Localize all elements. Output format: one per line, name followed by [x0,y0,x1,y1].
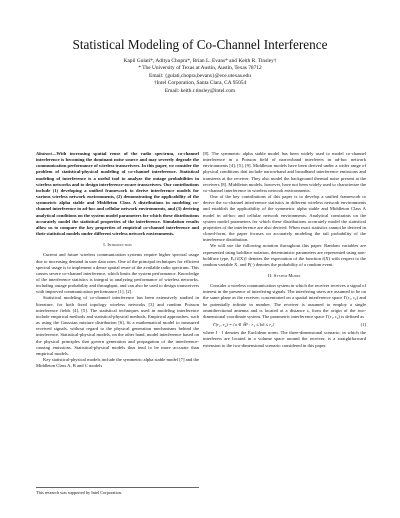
paragraph: Current and future wireless communication systems require higher spectral usage due to increasing demand in user data rates. One of the principal techniques for efficient spectral usage is to implement a dense spatial reuse of the available radio spectrum. This causes severe co-channel interference, which limits the system performance. Knowledge of the interference statistics is integral to analyzing performance of wireless networks, including outage probability and throughput, and can also be used to design transceivers with improved communication performance [1], [2]. [36,252,199,295]
left-column [36,151,199,369]
paper-title: Statistical Modeling of Co-Channel Interference [72,37,328,52]
section-heading-system-model: II. System Model [268,272,301,278]
equation-1 [213,322,366,328]
paragraph: Key statistical-physical models include the symmetric alpha stable model [7] and the Middleton Class A, B and C models [36,357,200,369]
paragraph: One of the key contributions of this paper is to develop a unified framework to derive the co-channel interference statistics in different wireless network environments and establish the applicability of the symmetric alpha stable and Middleton Class A model in ad-hoc and cellular network environments. Analytical constraints on the system model parameters for which these distributions accurately model the statistical properties of the interference are also derived. When exact statistics cannot be derived in closed-form, the paper focuses on accurately modeling the tail probability of the interference distribution. [203,194,366,243]
email-1: Email: {gulati,chopra,bevans}@ece.utexas.edu [149,72,251,79]
author-names: Kapil Gulati*, Aditya Chopra*, Brian L. Evans* and Keith R. Tinsley† [123,58,277,64]
affiliation-1: * The University of Texas at Austin, Austin, Texas 78712 [138,65,262,72]
paragraph: Consider a wireless communication system in which the receiver receives a signal of interest in the presence of interfering signals. The interfering users are assumed to be on the same plane as the receiver, concentrated on a spatial interference space Γ(r₁, r₂) and be potentially infinite in number. The receiver is assumed to employ a single omnidirectional antenna and is located at a distance rₒ from the origin of the two-dimensional coordinate system. The parametric interference space Γ(r₁, r₂) is defined as [203,283,366,319]
abstract [36,151,199,237]
paragraph: Statistical modeling of co-channel interference has been extensively studied in literature, for both fixed topology wireless networks [3] and random Poisson interference fields [4], [5]. The statistical techniques used in modeling interference include empirical methods and statistical-physical methods. Empirical approaches, such as using the Gaussian mixture distribution [6], fit a mathematical model to measured received signals, without regard to the physical generation mechanisms behind the interference. Statistical-physical models, on the other hand, model interference based on the physical principles that govern generation and propagation of the interference-causing emissions. Statistical-physical models thus tend to be more accurate than empirical models. [36,295,199,356]
equation-text: Γ(r₁, r₂) = {x ∈ ℝ² : r₁ ≤ ‖x‖ ≤ r₂} [213,322,275,328]
footnote: This research was supported by Intel Corporation. [36,487,199,495]
paragraph: where ‖ · ‖ denotes the Euclidean norm. The three-dimensional scenario, in which the interferers are located in a volume space around the receiver, is a straightforward extension to the two-dimensional scenario considered in this paper. [203,330,366,348]
abstract-text: —With increasing spatial reuse of the radio spectrum, co-channel interference is becoming the dominant noise source and may severely degrade the communication performance of wireless transceivers. In this paper, we consider the problem of statistical-physical modeling of co-channel interference. Statistical modeling of interference is a useful tool to analyze the outage probabilities in wireless networks and to design interference-aware transceivers. Our contributions include (1) developing a unified framework to derive interference models for various wireless network environments, (2) demonstrating the applicability of the symmetric alpha stable and Middleton Class A distributions in modeling co-channel interference in ad-hoc and cellular network environments, and (3) deriving analytical conditions on the system model parameters for which these distributions accurately model the statistical properties of the interference. Simulation results allow us to compare the key properties of empirical co-channel interference and their statistical models under different wireless network environments. [36,151,199,237]
right-column [203,151,366,349]
equation-number: (1) [360,322,366,328]
author-block [0,58,400,95]
email-2: Email: keith.r.tinsley@intel.com [164,87,236,94]
section-heading-introduction: I. Introduction [103,242,132,248]
abstract-label: Abstract [36,151,52,156]
paragraph: We will use the following notation throughout this paper. Random variables are represented using boldface notation, deterministic parameters are represented using non-boldface type, Eₓ{f(X)} denotes the expectation of the function f(X) with respect to the random variable X, and P(·) denotes the probability of a random event. [203,243,366,267]
affiliation-2: †Intel Corporation, Santa Clara, CA 95054 [153,80,247,87]
paragraph: [8]. The symmetric alpha stable model has been widely used to model co-channel interference in a Poisson field of narrowband interferers in ad-hoc network environments [4], [5], [9]. Middleton models have been derived under a wider range of physical conditions that include narrowband and broadband interference emissions and transients at the receiver. They also model the background thermal noise present at the receivers [8]. Middleton models, however, have not been widely used to characterize the co-channel interference in wireless network environments. [203,151,366,193]
